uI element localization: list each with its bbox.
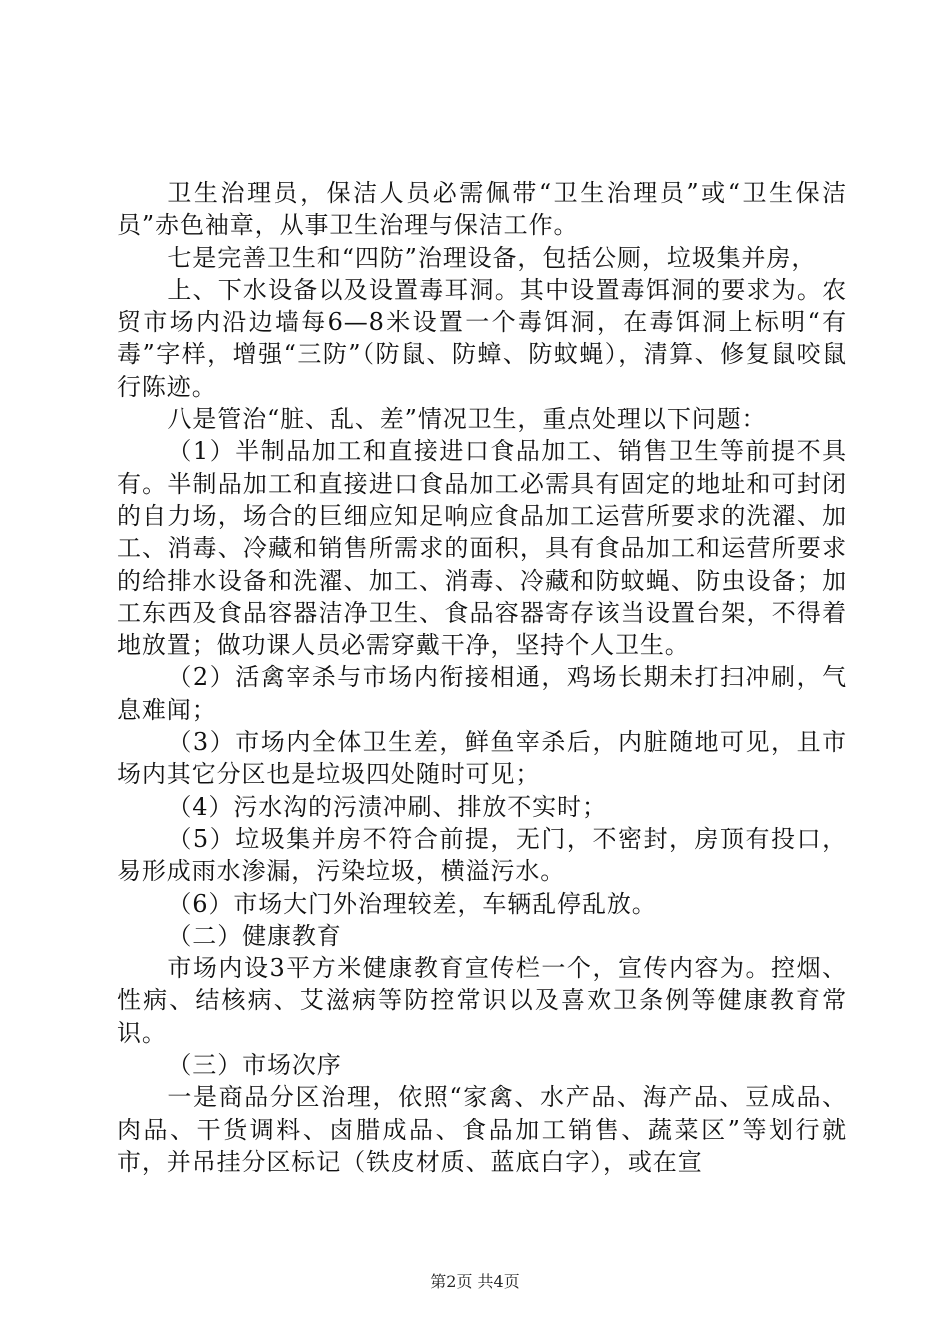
paragraph-9: （5）垃圾集并房不符合前提，无门，不密封，房顶有投口，易形成雨水渗漏，污染垃圾，横溢污水。 <box>117 824 847 886</box>
paragraph-1: 卫生治理员，保洁人员必需佩带“卫生治理员”或“卫生保洁员”赤色袖章，从事卫生治理与保洁工作。 <box>117 179 847 240</box>
paragraph-8: （4）污水沟的污渍冲刷、排放不实时； <box>167 792 607 821</box>
paragraph-14: 一是商品分区治理，依照“家禽、水产品、海产品、豆成品、肉品、干货调料、卤腊成品、食品加工销售、蔬菜区”等划行就市，并吊挂分区标记（铁皮材质、蓝底白字），或在宣 <box>117 1083 847 1176</box>
paragraph-3: 上、下水设备以及设置毒耳洞。其中设置毒饵洞的要求为。农贸市场内沿边墙每6—8米设置一个毒饵洞，在毒饵洞上标明“有毒”字样，增强“三防”（防鼠、防蟑、防蚊蝇），清算、修复鼠咬鼠行陈迹。 <box>117 275 847 401</box>
section-heading-health-education: （二）健康教育 <box>167 921 342 950</box>
paragraph-2: 七是完善卫生和“四防”治理设备，包括公厕，垃圾集并房， <box>167 243 817 272</box>
paragraph-4: 八是管治“脏、乱、差”情况卫生，重点处理以下问题： <box>167 405 767 434</box>
page-number-footer: 第2页 共4页 <box>430 1272 520 1291</box>
section-heading-market-order: （三）市场次序 <box>167 1051 342 1080</box>
paragraph-7: （3）市场内全体卫生差，鲜鱼宰杀后，内脏随地可见，且市场内其它分区也是垃圾四处随时可见； <box>117 728 847 789</box>
paragraph-6: （2）活禽宰杀与市场内衔接相通，鸡场长期未打扫冲刷，气息难闻； <box>117 663 847 724</box>
paragraph-10: （6）市场大门外治理较差，车辆乱停乱放。 <box>167 889 657 918</box>
document-body <box>117 177 847 1178</box>
paragraph-5: （1）半制品加工和直接进口食品加工、销售卫生等前提不具有。半制品加工和直接进口食品加工必需具有固定的地址和可封闭的自力场，场合的巨细应知足响应食品加工运营所要求的洗濯、加工、消毒、冷藏和销售所需求的面积，具有食品加工和运营所要求的给排水设备和洗濯、加工、消毒、冷藏和防蚊蝇、防虫设备；加工东西及食品容器洁净卫生、食品容器寄存该当设置台架，不得着地放置；做功课人员必需穿戴干净，坚持个人卫生。 <box>117 437 847 660</box>
paragraph-12: 市场内设3平方米健康教育宣传栏一个，宣传内容为。控烟、性病、结核病、艾滋病等防控常识以及喜欢卫条例等健康教育常识。 <box>117 954 847 1047</box>
